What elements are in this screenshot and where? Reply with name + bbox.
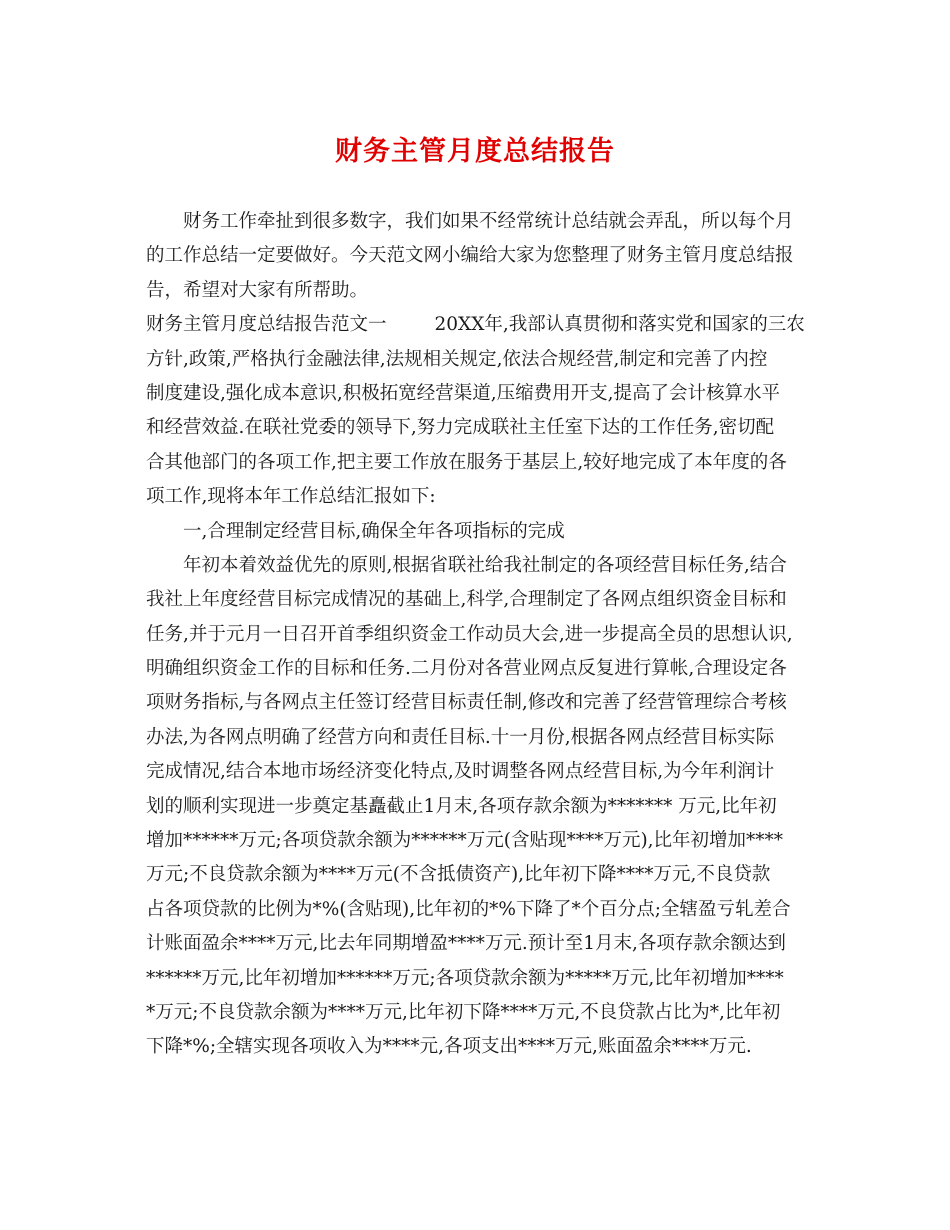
paragraph-line: ******万元,比年初增加******万元;各项贷款余额为*****万元,比年初增加****	[146, 967, 784, 989]
paragraph-line: 任务,并于元月一日召开首季组织资金工作动员大会,进一步提高全员的思想认识,	[146, 623, 793, 645]
section-first-text: 20XX年,我部认真贯彻和落实党和国家的三农	[434, 314, 805, 336]
intro-line: 财务工作牵扯到很多数字，我们如果不经常统计总结就会弄乱，所以每个月	[183, 211, 794, 232]
section-line: 制度建设,强化成本意识,积极拓宽经营渠道,压缩费用开支,提高了会计核算水平	[146, 382, 781, 404]
section-heading: 一,合理制定经营目标,确保全年各项指标的完成	[183, 520, 565, 542]
document-title: 财务主管月度总结报告	[335, 136, 615, 167]
paragraph-line: 占各项贷款的比例为*%(含贴现),比年初的*%下降了*个百分点;全辖盈亏轧差合	[146, 898, 791, 920]
section-first-line	[146, 308, 810, 342]
paragraph-line: 我社上年度经营目标完成情况的基础上,科学,合理制定了各网点组织资金目标和	[146, 589, 787, 611]
section-label: 财务主管月度总结报告范文一	[146, 314, 387, 336]
paragraph-line: 计账面盈余****万元,比去年同期增盈****万元.预计至1月末,各项存款余额达到	[146, 933, 786, 955]
section-line: 合其他部门的各项工作,把主要工作放在服务于基层上,较好地完成了本年度的各	[146, 451, 787, 473]
paragraph-line: 明确组织资金工作的目标和任务.二月份对各营业网点反复进行算帐,合理设定各	[146, 658, 787, 680]
intro-line: 的工作总结一定要做好。今天范文网小编给大家为您整理了财务主管月度总结报	[146, 245, 794, 267]
document-body	[146, 205, 810, 1065]
section-line: 和经营效益.在联社党委的领导下,努力完成联社主任室下达的工作任务,密切配	[146, 417, 775, 439]
paragraph-line: 划的顺利实现进一步奠定基矗截止1月末,各项存款余额为******* 万元,比年初	[146, 795, 777, 817]
paragraph-line: 增加******万元;各项贷款余额为******万元(含贴现****万元),比年初增加****	[146, 830, 784, 852]
paragraph-line: *万元;不良贷款余额为****万元,比年初下降****万元,不良贷款占比为*,比年初	[146, 1001, 781, 1023]
paragraph-line: 下降*%;全辖实现各项收入为****元,各项支出****万元,账面盈余****万元.	[146, 1036, 752, 1058]
paragraph-line: 万元;不良贷款余额为****万元(不含抵债资产),比年初下降****万元,不良贷款	[146, 864, 771, 886]
paragraph-line: 年初本着效益优先的原则,根据省联社给我社制定的各项经营目标任务,结合	[183, 554, 787, 576]
paragraph-line: 完成情况,结合本地市场经济变化特点,及时调整各网点经营目标,为今年利润计	[146, 761, 775, 783]
intro-line: 告，希望对大家有所帮助。	[146, 279, 369, 301]
paragraph-line: 办法,为各网点明确了经营方向和责任目标.十一月份,根据各网点经营目标实际	[146, 726, 775, 748]
section-line: 方针,政策,严格执行金融法律,法规相关规定,依法合规经营,制定和完善了内控	[146, 348, 768, 370]
paragraph-line: 项财务指标,与各网点主任签订经营目标责任制,修改和完善了经营管理综合考核	[146, 692, 787, 714]
section-line: 项工作,现将本年工作总结汇报如下:	[146, 486, 436, 508]
